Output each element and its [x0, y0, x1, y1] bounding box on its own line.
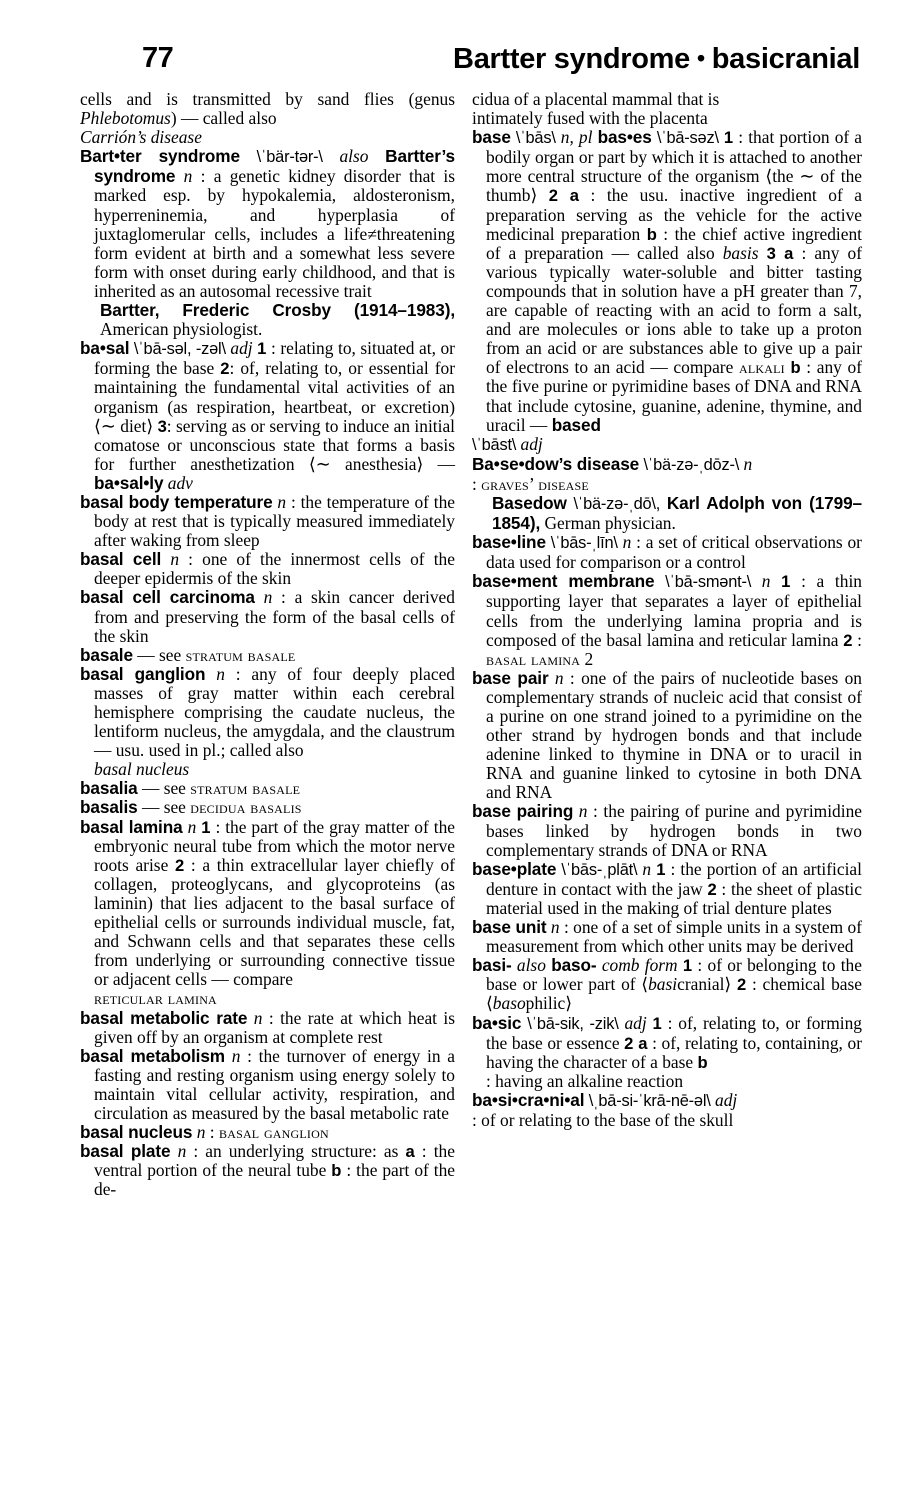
sense-number: 1	[652, 1013, 662, 1033]
sense-definition: : serving as or serving to induce an initial comatose or unconscious state that forms a basis for further anesthetization ⟨	[94, 415, 455, 474]
sense-number: 1	[201, 817, 211, 837]
running-head-last-entry: basicranial	[711, 43, 860, 75]
part-of-speech: n	[170, 549, 180, 570]
carryover-line-1: cells and is transmitted by sand flies	[80, 89, 394, 109]
part-of-speech: n	[642, 858, 652, 879]
headword: basal ganglion	[80, 663, 206, 684]
carryover-line-2b: ) — called also	[170, 108, 277, 129]
definition: : a skin cancer derived from and preserving the form of the basal cells of the skin	[94, 587, 455, 646]
part-of-speech: n	[216, 663, 225, 684]
called-also-term: basis	[722, 242, 759, 263]
carryover-line-1: cidua of a placental mammal that is	[472, 89, 720, 109]
headword: base	[472, 127, 511, 148]
pronunciation: \ˈbā-smənt-\	[665, 573, 752, 592]
entry-basedows-disease	[472, 455, 862, 475]
carryover-called-also	[80, 128, 455, 147]
entry-basedows-disease-xref	[472, 475, 862, 494]
entry-basement-membrane	[472, 572, 862, 668]
sense-definition: : the part of the gray matter of the embryonic neural tube from which the motor nerve roots arise	[94, 816, 455, 875]
sense-number: b	[697, 1052, 708, 1072]
headword: basal metabolic rate	[80, 1007, 248, 1028]
carryover-line-2: intimately fused with the placenta	[472, 108, 708, 129]
headword: basal metabolism	[80, 1045, 225, 1066]
entry-basal	[80, 339, 455, 493]
sense-number: 3	[157, 416, 167, 436]
see-label: — see	[141, 797, 191, 818]
sense-definition: : the portion of an artificial denture in contact with the jaw	[486, 858, 862, 899]
sense-example: diet⟩	[115, 415, 154, 436]
entry-basal-body-temperature	[80, 493, 455, 550]
definition: : the turnover of energy in a fasting and resting organism using energy solely to maintain vital cellular activity, respiration, and circulation as measured by the basal metabolic rate	[94, 1045, 456, 1123]
part-of-speech: n	[196, 1122, 206, 1143]
biography-description: American physiologist.	[100, 319, 263, 340]
see-label: — see	[137, 644, 186, 665]
headword: base pairing	[472, 801, 574, 822]
cross-reference: alkali	[738, 357, 785, 378]
part-of-speech: n	[761, 571, 771, 592]
headword: ba•sal	[80, 338, 130, 359]
entry-basicranial-definition	[472, 1111, 862, 1130]
sense-number: b	[790, 358, 801, 378]
variant-label: also	[516, 955, 546, 976]
carryover-text	[80, 90, 455, 128]
headword: base pair	[472, 667, 549, 688]
sense-example-prefix: basi	[648, 974, 678, 995]
part-of-speech: n	[277, 491, 287, 512]
sense-example: of the thumb⟩	[486, 166, 862, 206]
running-head-title	[260, 42, 860, 76]
called-also-term: Carrión’s disease	[80, 127, 202, 148]
sense-definition: : of, relating to, containing, or having the character of a base	[486, 1032, 862, 1072]
headword: basalia	[80, 778, 138, 799]
definition: : an underlying structure: as	[193, 1141, 399, 1162]
biography-full-name: Karl Adolph von (1799–1854),	[492, 492, 862, 534]
definition: : the pairing of purine and pyrimidine bases linked by hydrogen bonds in two complementary strands of DNA or RNA	[486, 801, 862, 860]
cross-reference: decidua basalis	[190, 797, 302, 818]
swung-dash-icon: ∼	[100, 415, 116, 436]
biography-name: Basedow	[492, 492, 567, 513]
sense-definition: : of or belonging to the base or lower part of ⟨	[486, 955, 862, 995]
entry-basal-lamina	[80, 818, 455, 990]
cross-reference: reticular lamina	[94, 988, 217, 1009]
sense-definition: : the sheet of plastic material used in the making of trial denture plates	[486, 878, 862, 918]
definition: : the temperature of the body at rest that is typically measured immediately after waking from sleep	[94, 491, 455, 551]
sense-number: 2 a	[624, 1033, 648, 1053]
sense-definition: : relating to, situated at, or forming the base	[94, 338, 455, 379]
part-of-speech: adj	[230, 338, 253, 359]
entry-bartter-biography	[80, 301, 455, 339]
part-of-speech: n	[550, 917, 560, 938]
entry-basalis	[80, 798, 455, 817]
entry-basal-metabolic-rate	[80, 1009, 455, 1047]
entry-basicranial	[472, 1091, 862, 1111]
entry-basal-nucleus	[80, 1123, 455, 1142]
headword: basal body temperature	[80, 491, 273, 512]
entry-basale	[80, 646, 455, 665]
part-of-speech: n	[187, 816, 197, 837]
sense-number: a	[405, 1142, 415, 1162]
sense-number: 1	[723, 128, 734, 148]
definition-colon: :	[857, 629, 862, 650]
part-of-speech: n	[183, 166, 193, 187]
pronunciation: \ˈbā-səl, -zəl\	[133, 340, 226, 359]
definition: : one of a set of simple units in a system of measurement from which other units may be derived	[486, 917, 862, 957]
part-of-speech: n	[622, 532, 632, 553]
sense-definition: : the part of the de-	[94, 1160, 455, 1200]
entry-basal-ganglion-called-also	[80, 760, 455, 779]
sense-number: b	[331, 1161, 342, 1181]
entry-basal-metabolism	[80, 1047, 455, 1123]
entry-base-unit	[472, 918, 862, 956]
part-of-speech: n	[554, 667, 564, 688]
pronunciation: \ˌbā-si-ˈkrā-nē-əl\	[588, 1091, 711, 1110]
run-on-part-of-speech: adv	[167, 472, 193, 493]
sense-example: cranial⟩	[677, 974, 732, 995]
part-of-speech: n, pl	[560, 127, 593, 148]
carryover-line-2-wrap	[472, 109, 862, 128]
sense-example: anesthesia⟩ —	[330, 453, 455, 474]
definition: : the rate at which heat is given off by an organism at complete rest	[94, 1007, 455, 1047]
genus-name: Phlebotomus	[80, 108, 171, 129]
part-of-speech: n	[578, 801, 588, 822]
definition-colon: :	[209, 1122, 215, 1143]
page-number: 77	[142, 42, 174, 74]
sense-number: 2	[174, 855, 185, 875]
sense-definition: : the ventral portion of the neural tube	[94, 1141, 455, 1181]
definition: : a genetic kidney disorder that is marked esp. by hypokalemia, aldosteronism, hyperreninemia, and hyperplasia of juxtaglomerular cells, includes a life≠threatening form evident at birth and a somewhat less severe form with onset during early childhood, and that is inherited as an autosomal recessive trait	[94, 166, 455, 301]
part-of-speech: adj	[624, 1012, 647, 1033]
headword: basal cell carcinoma	[80, 587, 255, 608]
headword: base•plate	[472, 858, 557, 879]
sense-number: 2 a	[548, 186, 580, 206]
part-of-speech: n	[231, 1045, 241, 1066]
part-of-speech: n	[253, 1007, 263, 1028]
variant-headword: baso-	[551, 955, 597, 976]
swung-dash-icon: ∼	[315, 453, 331, 474]
carryover-line-2a: (genus	[408, 89, 455, 109]
sense-definition: : that portion of a bodily organ or part by which it is attached to another more central structure of the organism ⟨the	[486, 127, 863, 187]
entry-basal-plate	[80, 1142, 455, 1199]
biography-description: German physician.	[544, 513, 676, 534]
entry-basic	[472, 1014, 862, 1072]
entry-base-pair	[472, 669, 862, 803]
pronunciation: \ˈbās-ˌlīn\	[550, 534, 618, 553]
part-of-speech: n	[263, 587, 273, 608]
part-of-speech: n	[177, 1141, 187, 1162]
headword: basale	[80, 644, 133, 665]
running-head-first-entry: Bartter syndrome	[453, 43, 690, 75]
swung-dash-icon: ∼	[799, 166, 815, 187]
entry-basalia	[80, 779, 455, 798]
run-on-part-of-speech: adj	[520, 433, 543, 454]
entry-basic-sense-2b	[472, 1072, 862, 1091]
headword: basal cell	[80, 549, 162, 570]
definition: : one of the pairs of nucleotide bases on complementary strands of nucleic acid that consist of a purine on one strand joined to a pyrimidine on the other strand by hydrogen bonds and that include adenine linked to thymine in DNA or to uracil in RNA and guanine linked to cytosine in both DNA and RNA	[486, 667, 862, 803]
running-head	[80, 42, 860, 82]
part-of-speech: comb form	[601, 955, 678, 976]
run-on-pronunciation: \ˈbāst\	[472, 435, 517, 454]
headword: Bart•ter syndrome	[80, 146, 240, 167]
headword: ba•sic	[472, 1012, 522, 1033]
headword: Ba•se•dow’s disease	[472, 453, 640, 474]
variant-label: also	[339, 146, 369, 167]
biography-name: Bartter, Frederic Crosby (1914–1983),	[100, 300, 455, 321]
part-of-speech: adj	[715, 1089, 738, 1110]
plural-pronunciation: \ˈbā-səz\	[656, 129, 719, 148]
entry-base	[472, 128, 862, 435]
headword: base•line	[472, 532, 546, 553]
sense-example-prefix: baso	[492, 993, 526, 1014]
sense-definition: : the chief active ingredient of a preparation — called also	[486, 223, 862, 263]
sense-definition: : a thin extracellular layer chiefly of collagen, proteoglycans, and glycoproteins (as laminin) that lies adjacent to the basal surface of epithelial cells or surrounds individual muscle, fat, and Schwann cells and that separates these cells from underlying or surrounding connective tissue or adjacent cells — compare	[94, 854, 455, 990]
sense-number: 2	[220, 359, 230, 379]
biography-pronunciation: \ˈbä-zə-ˌdō\,	[573, 494, 661, 513]
headword: basalis	[80, 797, 138, 818]
entry-basal-cell-carcinoma	[80, 588, 455, 645]
sense-definition: : of, relating to, or essential for maintaining the fundamental vital activities of an organism (as respiration, heartbeat, or excretion) ⟨	[94, 358, 455, 436]
run-on-entry: ba•sal•ly	[94, 472, 164, 493]
cross-reference-sense: 2	[584, 648, 594, 669]
cross-reference: graves’ disease	[481, 473, 589, 494]
cross-reference: stratum basale	[190, 778, 301, 799]
headword: basi-	[472, 955, 512, 976]
cross-reference: stratum basale	[185, 644, 296, 665]
pronunciation: \ˈbä-zə-ˌdōz-\	[643, 455, 740, 474]
run-on-entry: based	[551, 414, 601, 435]
headword: basal nucleus	[80, 1122, 193, 1143]
cross-reference: basal ganglion	[219, 1122, 329, 1143]
sense-example: philic⟩	[525, 993, 573, 1014]
right-column	[472, 90, 862, 1199]
plural-form: bas•es	[597, 127, 652, 148]
called-also-term: basal nucleus	[94, 759, 190, 780]
sense-number: 1	[656, 859, 666, 879]
definition: : one of the innermost cells of the deeper epidermis of the skin	[94, 549, 455, 589]
see-label: — see	[141, 778, 191, 799]
sense-definition: : a thin supporting layer that separates a layer of epithelial cells from the underlying lamina propria and is composed of the basal lamina and reticular lamina	[486, 571, 862, 650]
entry-basal-ganglion	[80, 665, 455, 760]
cross-reference: basal lamina	[486, 648, 581, 669]
sense-definition: : having an alkaline reaction	[486, 1070, 684, 1091]
sense-definition: : any of the five purine or pyrimidine bases of DNA and RNA that include cytosine, guanine, adenine, thymine, and uracil —	[486, 357, 862, 435]
pronunciation: \ˈbās-ˌplāt\	[561, 860, 638, 879]
definition: : any of four deeply placed masses of gray matter within each cerebral hemisphere comprising the caudate nucleus, the lentiform nucleus, the amygdala, and the claustrum — usu. used in pl.; called also	[94, 663, 455, 761]
sense-definition: : chemical base ⟨	[486, 974, 862, 1014]
part-of-speech: n	[743, 453, 753, 474]
sense-number: 2	[843, 630, 853, 650]
sense-definition: : any of various typically water-soluble and bitter tasting compounds that in solution have a pH greater than 7, are capable of reacting with an acid to form a salt, and are molecules or ions able to take up a proton from an acid or are substances able to give up a pair of electrons to an acid — compare	[486, 242, 862, 378]
sense-number: 1	[781, 572, 791, 592]
entry-base-runon-pron	[472, 435, 862, 455]
pronunciation: \ˈbär-tər-\	[256, 148, 323, 167]
variant-headword: Bartter’s syndrome	[94, 146, 455, 187]
headword: basal lamina	[80, 816, 183, 837]
left-column	[80, 90, 455, 1199]
sense-number: 3 a	[766, 243, 794, 263]
headword: basal plate	[80, 1141, 171, 1162]
sense-definition: : the usu. inactive ingredient of a preparation serving as the vehicle for the active medicinal preparation	[486, 185, 862, 244]
definition: : of or relating to the base of the skull	[472, 1109, 734, 1130]
entry-basedow-biography	[472, 494, 862, 533]
sense-number: 2	[736, 975, 747, 995]
definition: : a set of critical observations or data used for comparison or a control	[486, 532, 862, 573]
headword: base•ment membrane	[472, 571, 655, 592]
entry-baseplate	[472, 860, 862, 918]
headword: base unit	[472, 917, 547, 938]
entry-basi-prefix	[472, 956, 862, 1013]
headword: ba•si•cra•ni•al	[472, 1089, 585, 1110]
sense-number: 1	[257, 339, 267, 359]
bullet-icon: •	[697, 45, 705, 71]
definition-colon: :	[472, 473, 477, 494]
sense-number: 1	[682, 956, 693, 976]
column-container	[80, 90, 862, 1199]
pronunciation: \ˈbās\	[515, 129, 556, 148]
entry-basal-lamina-compare	[80, 989, 455, 1008]
carryover-text	[472, 90, 862, 109]
sense-number: 2	[707, 879, 717, 899]
entry-basal-cell	[80, 550, 455, 588]
sense-definition: : of, relating to, or forming the base or essence	[486, 1012, 862, 1053]
sense-number: b	[646, 224, 657, 244]
entry-baseline	[472, 533, 862, 572]
entry-base-pairing	[472, 802, 862, 859]
pronunciation: \ˈbā-sik, -zik\	[527, 1014, 619, 1033]
entry-bartter-syndrome	[80, 147, 455, 301]
